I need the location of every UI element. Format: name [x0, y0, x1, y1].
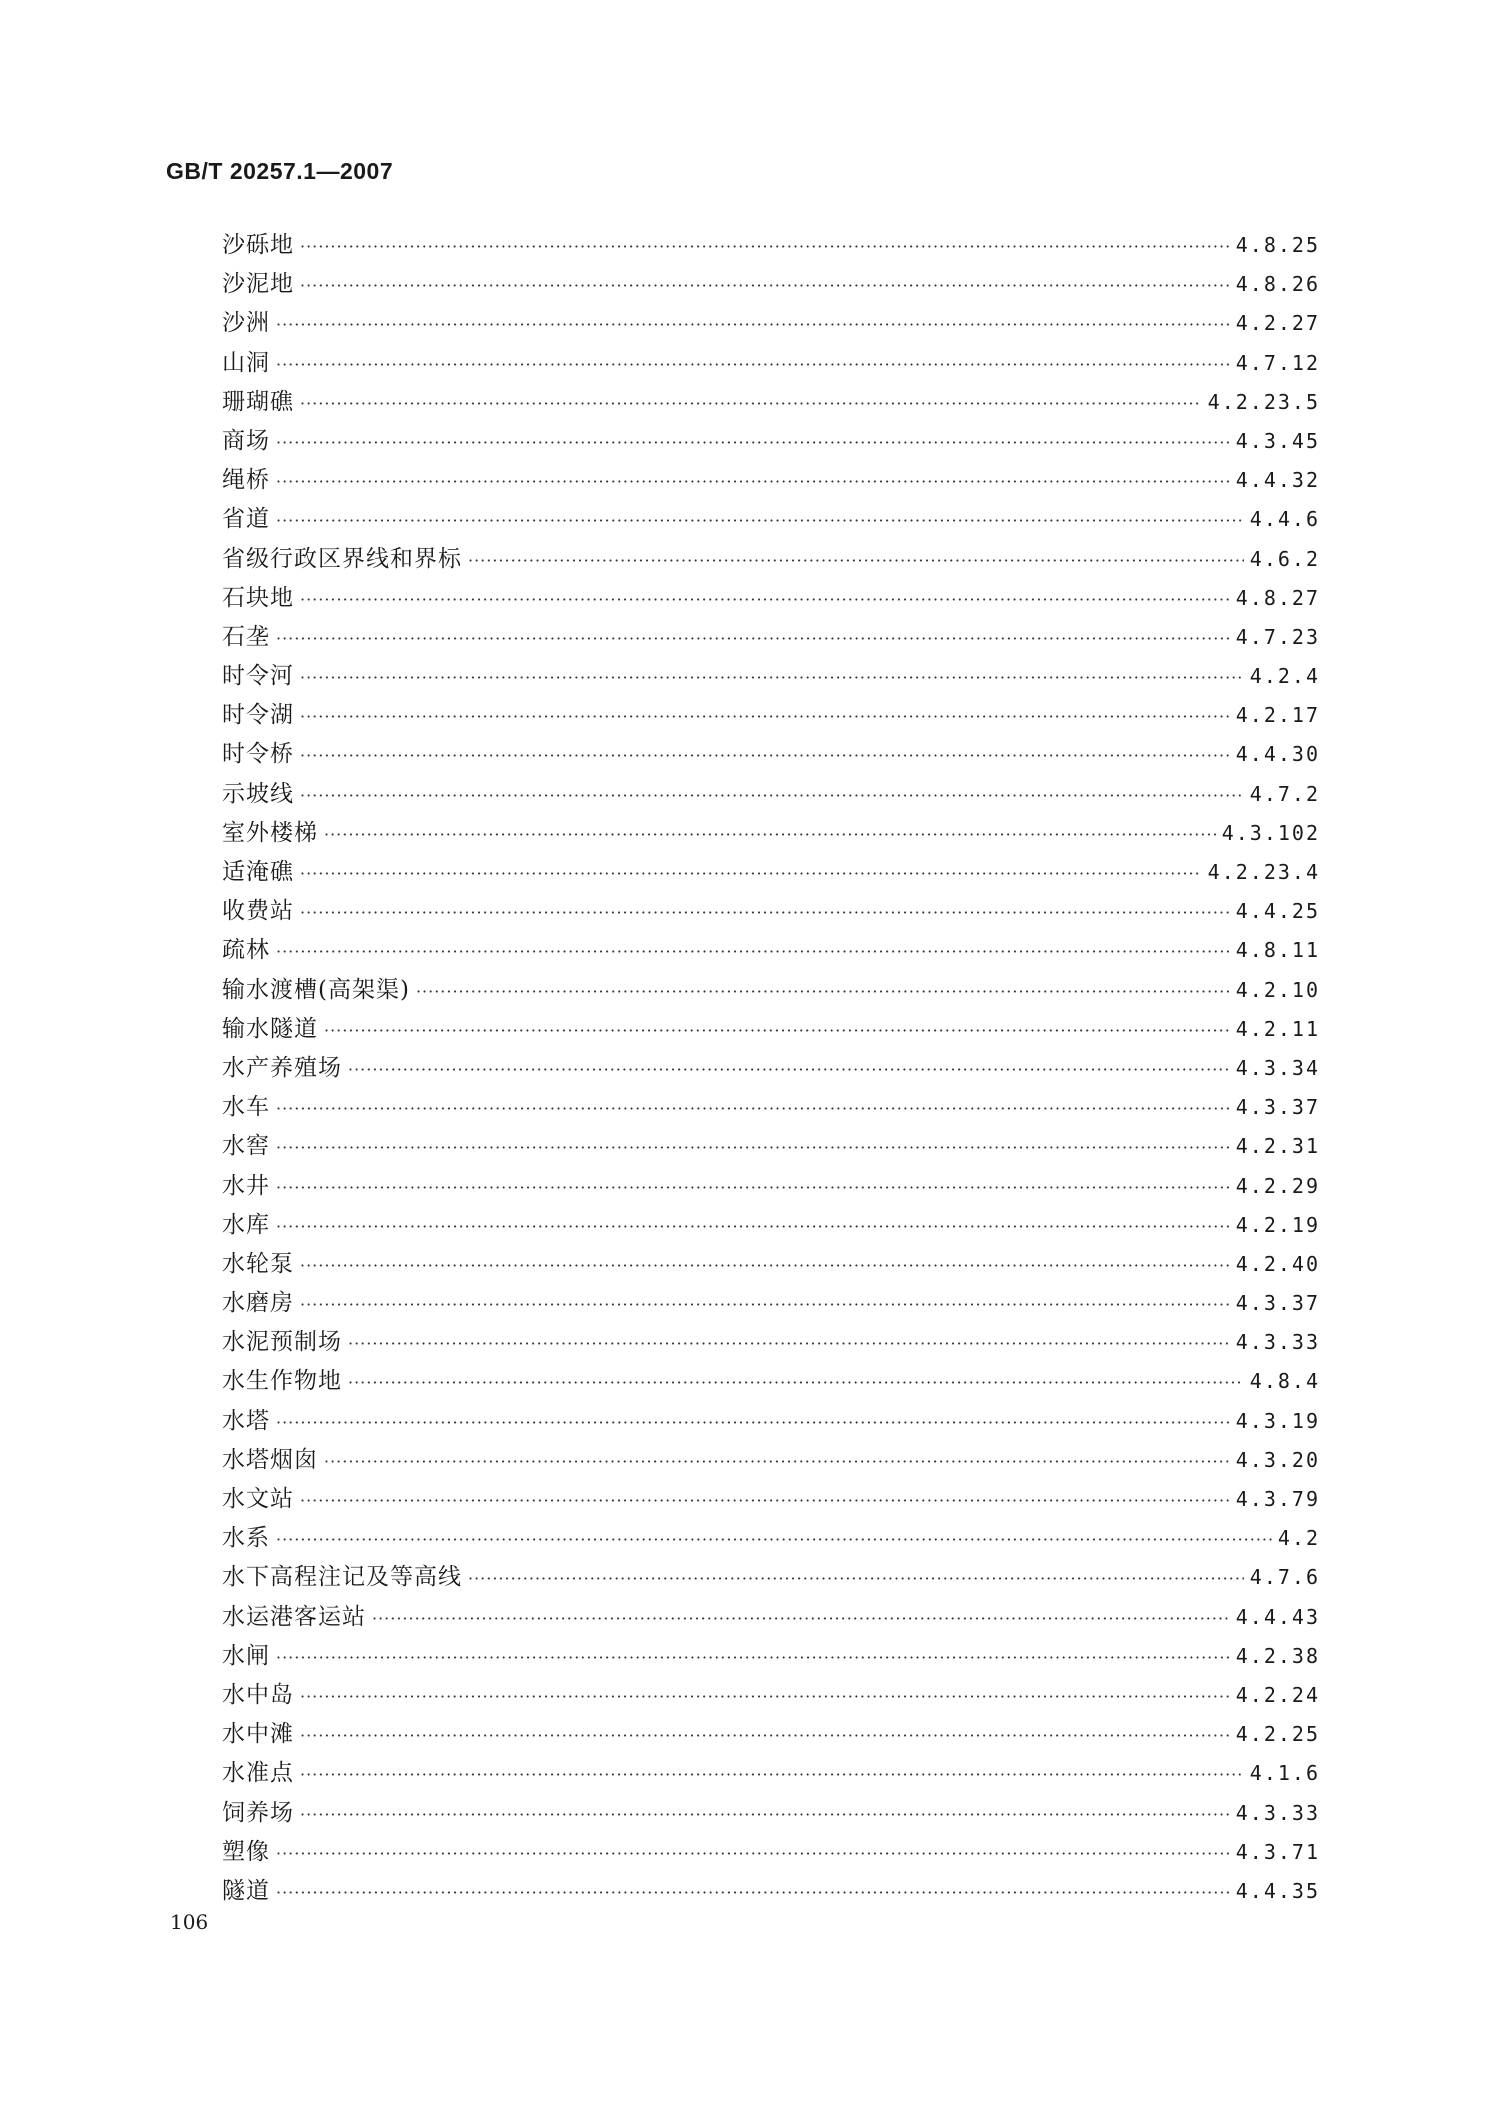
clause-reference: 4.2.23.4: [1207, 860, 1320, 884]
index-entry: [222, 814, 1320, 853]
dot-leader: [276, 423, 1230, 461]
index-entry: [222, 344, 1320, 383]
index-term: 输水渡槽(高架渠): [222, 976, 410, 1003]
index-entry: [222, 1049, 1320, 1088]
clause-reference: 4.2.10: [1235, 977, 1320, 1002]
dot-leader: [416, 972, 1230, 1010]
index-entry: [222, 971, 1320, 1010]
index-entry: [222, 1206, 1320, 1245]
index-entry: [222, 1637, 1320, 1676]
index-term: 水文站: [222, 1486, 294, 1512]
dot-leader: [300, 1755, 1244, 1793]
index-entry: [222, 775, 1320, 814]
clause-reference: 4.2.40: [1235, 1251, 1320, 1276]
index-entry: [222, 1402, 1320, 1441]
index-term: 水轮泵: [222, 1250, 294, 1277]
index-entry: [222, 1598, 1320, 1637]
clause-reference: 4.7.2: [1249, 781, 1320, 806]
index-term: 水磨房: [222, 1290, 294, 1317]
index-term: 输水隧道: [222, 1015, 318, 1042]
index-list: [222, 226, 1320, 1911]
index-entry: [222, 853, 1320, 892]
dot-leader: [276, 932, 1230, 970]
index-term: 山洞: [222, 349, 270, 376]
index-entry: [222, 500, 1320, 539]
index-term: 石垄: [222, 623, 270, 650]
clause-reference: 4.2.11: [1235, 1016, 1320, 1041]
index-term: 时令湖: [222, 702, 294, 729]
clause-reference: 4.3.71: [1235, 1839, 1320, 1864]
dot-leader: [300, 736, 1230, 774]
clause-reference: 4.2: [1277, 1526, 1320, 1551]
index-term: 水库: [222, 1211, 270, 1238]
dot-leader: [276, 305, 1230, 343]
clause-reference: 4.3.33: [1235, 1800, 1320, 1825]
index-entry: [222, 1558, 1320, 1597]
dot-leader: [276, 1403, 1230, 1441]
index-entry: [222, 383, 1320, 422]
index-term: 水塔烟囱: [222, 1446, 318, 1473]
dot-leader: [324, 1442, 1230, 1480]
index-term: 水产养殖场: [222, 1054, 342, 1081]
index-term: 沙砾地: [222, 232, 294, 258]
index-term: 商场: [222, 427, 270, 454]
index-entry: [222, 931, 1320, 970]
index-entry: [222, 579, 1320, 618]
clause-reference: 4.8.4: [1249, 1369, 1320, 1394]
index-entry: [222, 1872, 1320, 1911]
index-term: 水井: [222, 1172, 270, 1199]
index-term: 室外楼梯: [222, 819, 318, 846]
dot-leader: [372, 1599, 1230, 1637]
index-term: 水中滩: [222, 1721, 294, 1748]
clause-reference: 4.2.27: [1235, 311, 1320, 336]
dot-leader: [300, 1795, 1230, 1833]
dot-leader: [300, 776, 1244, 814]
dot-leader: [324, 815, 1216, 853]
dot-leader: [276, 1168, 1230, 1206]
index-entry: [222, 1794, 1320, 1833]
index-term: 水生作物地: [222, 1368, 342, 1395]
standard-code-header: GB/T 20257.1—2007: [166, 158, 394, 184]
clause-reference: 4.3.19: [1235, 1408, 1320, 1433]
clause-reference: 4.7.6: [1249, 1565, 1320, 1590]
clause-reference: 4.3.45: [1235, 428, 1320, 453]
dot-leader: [300, 893, 1230, 931]
index-entry: [222, 735, 1320, 774]
dot-leader: [300, 1716, 1230, 1754]
index-entry: [222, 1088, 1320, 1127]
clause-reference: 4.4.35: [1235, 1878, 1320, 1903]
dot-leader: [300, 580, 1230, 618]
clause-reference: 4.3.37: [1235, 1291, 1320, 1316]
dot-leader: [300, 266, 1230, 304]
clause-reference: 4.2.19: [1235, 1212, 1320, 1237]
index-term: 珊瑚礁: [222, 388, 294, 415]
index-entry: [222, 1715, 1320, 1754]
index-term: 隧道: [222, 1877, 270, 1904]
dot-leader: [276, 345, 1230, 383]
dot-leader: [276, 619, 1230, 657]
clause-reference: 4.6.2: [1249, 546, 1320, 571]
clause-reference: 4.7.12: [1235, 350, 1320, 375]
dot-leader: [300, 1246, 1230, 1284]
dot-leader: [276, 1128, 1230, 1166]
index-term: 适淹礁: [222, 859, 294, 885]
index-term: 省道: [222, 506, 270, 533]
index-entry: [222, 1441, 1320, 1480]
dot-leader: [300, 227, 1230, 265]
index-term: 水塔: [222, 1407, 270, 1434]
index-entry: [222, 892, 1320, 931]
index-term: 水泥预制场: [222, 1329, 342, 1356]
dot-leader: [348, 1324, 1230, 1362]
dot-leader: [468, 1559, 1244, 1597]
clause-reference: 4.8.25: [1235, 233, 1320, 257]
index-entry: [222, 1362, 1320, 1401]
dot-leader: [276, 1834, 1230, 1872]
clause-reference: 4.4.43: [1235, 1604, 1320, 1629]
dot-leader: [276, 1873, 1230, 1911]
clause-reference: 4.2.25: [1235, 1722, 1320, 1747]
clause-reference: 4.8.26: [1235, 272, 1320, 297]
index-entry: [222, 422, 1320, 461]
clause-reference: 4.2.24: [1235, 1682, 1320, 1707]
index-term: 时令河: [222, 663, 294, 690]
index-entry: [222, 1167, 1320, 1206]
clause-reference: 4.8.11: [1235, 938, 1320, 963]
index-entry: [222, 1519, 1320, 1558]
clause-reference: 4.3.37: [1235, 1095, 1320, 1120]
index-term: 省级行政区界线和界标: [222, 545, 462, 572]
dot-leader: [468, 541, 1244, 579]
index-entry: [222, 1245, 1320, 1284]
clause-reference: 4.3.34: [1235, 1055, 1320, 1080]
index-entry: [222, 1833, 1320, 1872]
index-entry: [222, 1010, 1320, 1049]
dot-leader: [300, 1677, 1230, 1715]
index-entry: [222, 1480, 1320, 1519]
dot-leader: [300, 384, 1202, 422]
index-term: 水闸: [222, 1642, 270, 1669]
dot-leader: [276, 1638, 1230, 1676]
clause-reference: 4.3.79: [1235, 1487, 1320, 1511]
index-term: 水车: [222, 1094, 270, 1121]
clause-reference: 4.3.33: [1235, 1330, 1320, 1355]
clause-reference: 4.2.31: [1235, 1134, 1320, 1159]
clause-reference: 4.2.4: [1249, 664, 1320, 689]
index-entry: [222, 1676, 1320, 1715]
index-term: 疏林: [222, 937, 270, 964]
index-term: 水下高程注记及等高线: [222, 1564, 462, 1591]
clause-reference: 4.8.27: [1235, 585, 1320, 610]
index-entry: [222, 1323, 1320, 1362]
index-term: 时令桥: [222, 741, 294, 768]
dot-leader: [300, 697, 1230, 735]
dot-leader: [276, 501, 1244, 539]
dot-leader: [276, 1520, 1272, 1558]
dot-leader: [348, 1363, 1244, 1401]
index-term: 水窖: [222, 1133, 270, 1160]
index-entry: [222, 1127, 1320, 1166]
clause-reference: 4.2.23.5: [1207, 389, 1320, 414]
dot-leader: [300, 1285, 1230, 1323]
index-term: 塑像: [222, 1838, 270, 1865]
clause-reference: 4.4.32: [1235, 468, 1320, 493]
clause-reference: 4.1.6: [1249, 1761, 1320, 1786]
index-entry: [222, 226, 1320, 265]
index-term: 石块地: [222, 584, 294, 611]
clause-reference: 4.4.30: [1235, 742, 1320, 767]
index-entry: [222, 304, 1320, 343]
dot-leader: [276, 1089, 1230, 1127]
clause-reference: 4.2.29: [1235, 1173, 1320, 1198]
index-term: 水运港客运站: [222, 1603, 366, 1630]
index-entry: [222, 461, 1320, 500]
page-number: 106: [170, 1910, 209, 1934]
dot-leader: [348, 1050, 1230, 1088]
clause-reference: 4.4.25: [1235, 899, 1320, 924]
index-term: 沙洲: [222, 310, 270, 337]
clause-reference: 4.4.6: [1249, 507, 1320, 532]
index-term: 水中岛: [222, 1681, 294, 1708]
index-term: 水准点: [222, 1760, 294, 1787]
clause-reference: 4.2.38: [1235, 1643, 1320, 1668]
dot-leader: [276, 462, 1230, 500]
index-term: 饲养场: [222, 1799, 294, 1826]
index-entry: [222, 1284, 1320, 1323]
dot-leader: [324, 1011, 1230, 1049]
index-entry: [222, 618, 1320, 657]
clause-reference: 4.3.20: [1235, 1447, 1320, 1472]
index-term: 沙泥地: [222, 271, 294, 298]
dot-leader: [300, 658, 1244, 696]
clause-reference: 4.2.17: [1235, 703, 1320, 728]
index-term: 绳桥: [222, 467, 270, 494]
index-entry: [222, 540, 1320, 579]
index-term: 水系: [222, 1525, 270, 1552]
clause-reference: 4.3.102: [1221, 820, 1320, 845]
dot-leader: [300, 1481, 1230, 1519]
index-entry: [222, 657, 1320, 696]
dot-leader: [300, 854, 1202, 892]
index-entry: [222, 696, 1320, 735]
clause-reference: 4.7.23: [1235, 624, 1320, 649]
index-term: 示坡线: [222, 780, 294, 807]
index-term: 收费站: [222, 898, 294, 925]
dot-leader: [276, 1207, 1230, 1245]
index-entry: [222, 265, 1320, 304]
index-entry: [222, 1754, 1320, 1793]
